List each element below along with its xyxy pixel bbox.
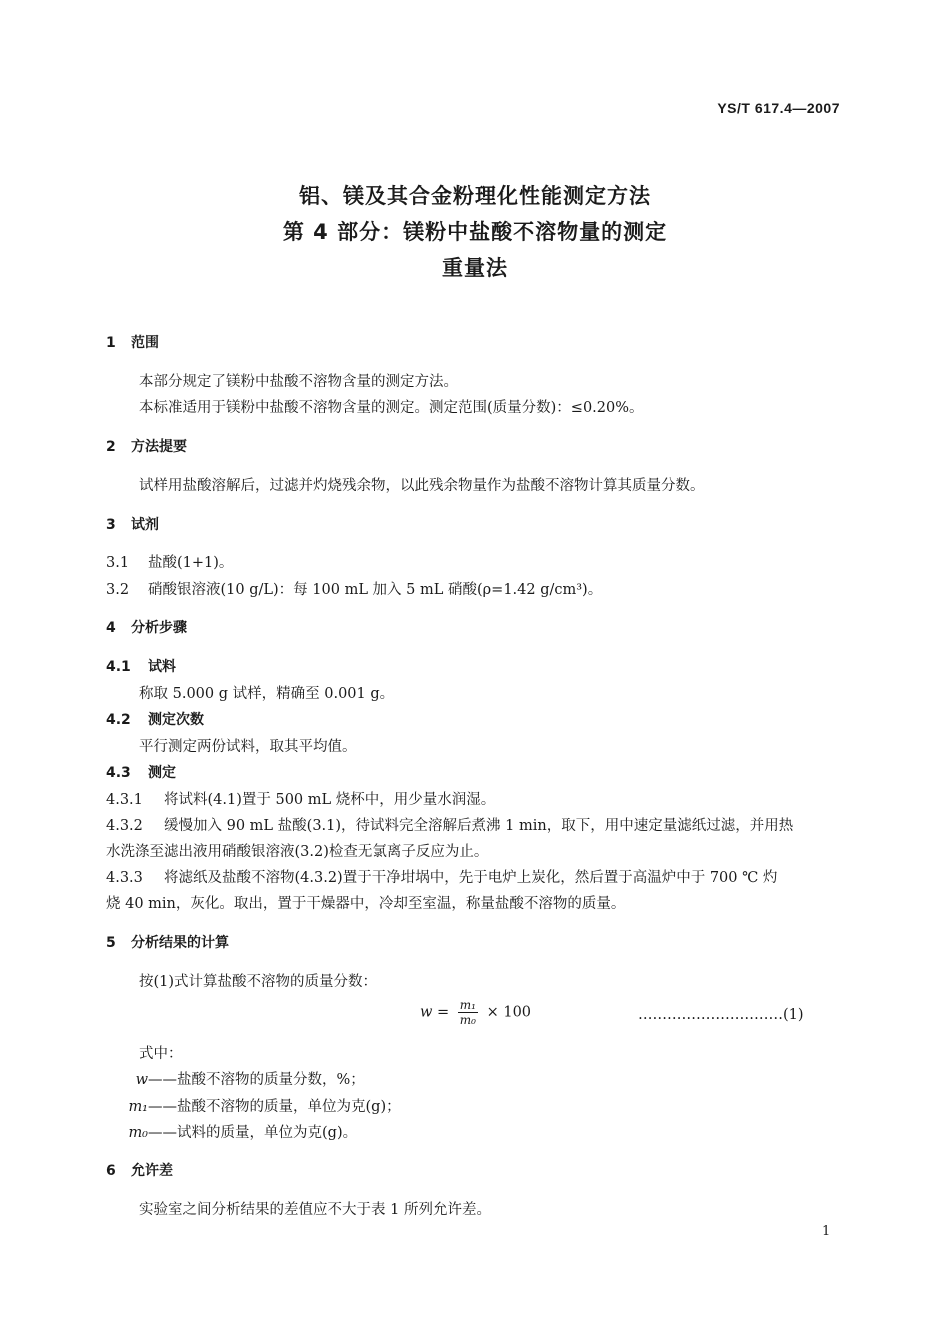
section-1-heading (106, 332, 159, 352)
step-text: 缓慢加入 90 mL 盐酸(3.1)，待试料完全溶解后煮沸 1 min，取下，用中速定量滤纸过滤，并用热 (164, 818, 794, 834)
step-continuation: 烧 40 min，灰化。取出，置于干燥器中，冷却至室温，称量盐酸不溶物的质量。 (106, 896, 626, 912)
variable-definition (100, 1121, 357, 1142)
section-title: 范围 (131, 335, 159, 351)
fraction-denominator: m₀ (459, 1013, 476, 1027)
step-number: 4.3.3 (106, 870, 143, 886)
item-number: 3.2 (106, 582, 130, 598)
standard-number: YS/T 617.4—2007 (717, 100, 840, 116)
subsection-heading (106, 656, 176, 676)
equation-number: …………………………(1) (638, 1007, 804, 1023)
subsection-title: 测定 (148, 765, 176, 781)
section-title: 允许差 (131, 1163, 173, 1179)
section-title: 分析结果的计算 (131, 935, 229, 951)
step-number: 4.3.2 (106, 818, 143, 834)
subsection-number: 4.2 (106, 712, 131, 728)
title-line-3: 重量法 (442, 256, 508, 280)
where-label: 式中： (139, 1046, 183, 1062)
subsection-title: 试料 (148, 659, 176, 675)
section-2-heading (106, 436, 187, 456)
variable-symbol: m₀ (128, 1125, 148, 1141)
section-number: 5 (106, 935, 116, 951)
section-title: 方法提要 (131, 439, 187, 455)
paragraph: 称取 5.000 g 试样，精确至 0.001 g。 (139, 686, 395, 702)
variable-description: ——试料的质量，单位为克(g)。 (148, 1125, 358, 1141)
title-line-2: 第 4 部分：镁粉中盐酸不溶物量的测定 (282, 220, 668, 244)
paragraph: 本部分规定了镁粉中盐酸不溶物含量的测定方法。 (139, 374, 458, 390)
section-number: 3 (106, 517, 116, 533)
variable-description: ——盐酸不溶物的质量分数，%； (148, 1072, 365, 1088)
step-continuation: 水洗涤至滤出液用硝酸银溶液(3.2)检查无氯离子反应为止。 (106, 844, 489, 860)
step-text: 将滤纸及盐酸不溶物(4.3.2)置于干净坩埚中，先于电炉上炭化，然后置于高温炉中于 700 ℃ 灼 (164, 870, 778, 886)
section-number: 2 (106, 439, 116, 455)
item-text: 硝酸银溶液(10 g/L)：每 100 mL 加入 5 mL 硝酸(ρ=1.42 g/cm³)。 (148, 582, 603, 598)
reagent-item (106, 578, 602, 599)
variable-definition (100, 1095, 401, 1116)
step (106, 866, 777, 887)
step (106, 788, 495, 809)
section-3-heading (106, 514, 159, 534)
subsection-heading (106, 762, 176, 782)
section-number: 1 (106, 335, 116, 351)
variable-symbol: w (135, 1072, 148, 1088)
title-line-1: 铝、镁及其合金粉理化性能测定方法 (299, 184, 651, 208)
step-number: 4.3.1 (106, 792, 143, 808)
subsection-heading (106, 709, 204, 729)
section-title: 试剂 (131, 517, 159, 533)
section-6-heading (106, 1160, 173, 1180)
paragraph: 按(1)式计算盐酸不溶物的质量分数： (139, 974, 378, 990)
equation-lhs: w = (420, 1004, 450, 1021)
page-number: 1 (822, 1224, 831, 1239)
variable-definition (100, 1068, 365, 1089)
paragraph: 试样用盐酸溶解后，过滤并灼烧残余物，以此残余物量作为盐酸不溶物计算其质量分数。 (139, 478, 705, 494)
section-number: 6 (106, 1163, 116, 1179)
variable-symbol: m₁ (128, 1099, 148, 1115)
equation-rhs: × 100 (486, 1004, 532, 1021)
item-number: 3.1 (106, 555, 130, 571)
fraction-numerator: m₁ (459, 998, 476, 1012)
subsection-number: 4.3 (106, 765, 131, 781)
reagent-item (106, 551, 233, 572)
equation-1 (420, 998, 531, 1027)
item-text: 盐酸(1+1)。 (148, 555, 234, 571)
step (106, 814, 793, 835)
section-4-heading (106, 617, 187, 637)
subsection-number: 4.1 (106, 659, 131, 675)
paragraph: 平行测定两份试料，取其平均值。 (139, 739, 357, 755)
section-title: 分析步骤 (131, 620, 187, 636)
variable-description: ——盐酸不溶物的质量，单位为克(g)； (148, 1099, 401, 1115)
section-number: 4 (106, 620, 116, 636)
paragraph: 实验室之间分析结果的差值应不大于表 1 所列允许差。 (139, 1202, 491, 1218)
paragraph: 本标准适用于镁粉中盐酸不溶物含量的测定。测定范围(质量分数)：≤0.20%。 (139, 400, 644, 416)
equation-fraction (458, 998, 478, 1027)
section-5-heading (106, 932, 229, 952)
step-text: 将试料(4.1)置于 500 mL 烧杯中，用少量水润湿。 (164, 792, 496, 808)
subsection-title: 测定次数 (148, 712, 204, 728)
